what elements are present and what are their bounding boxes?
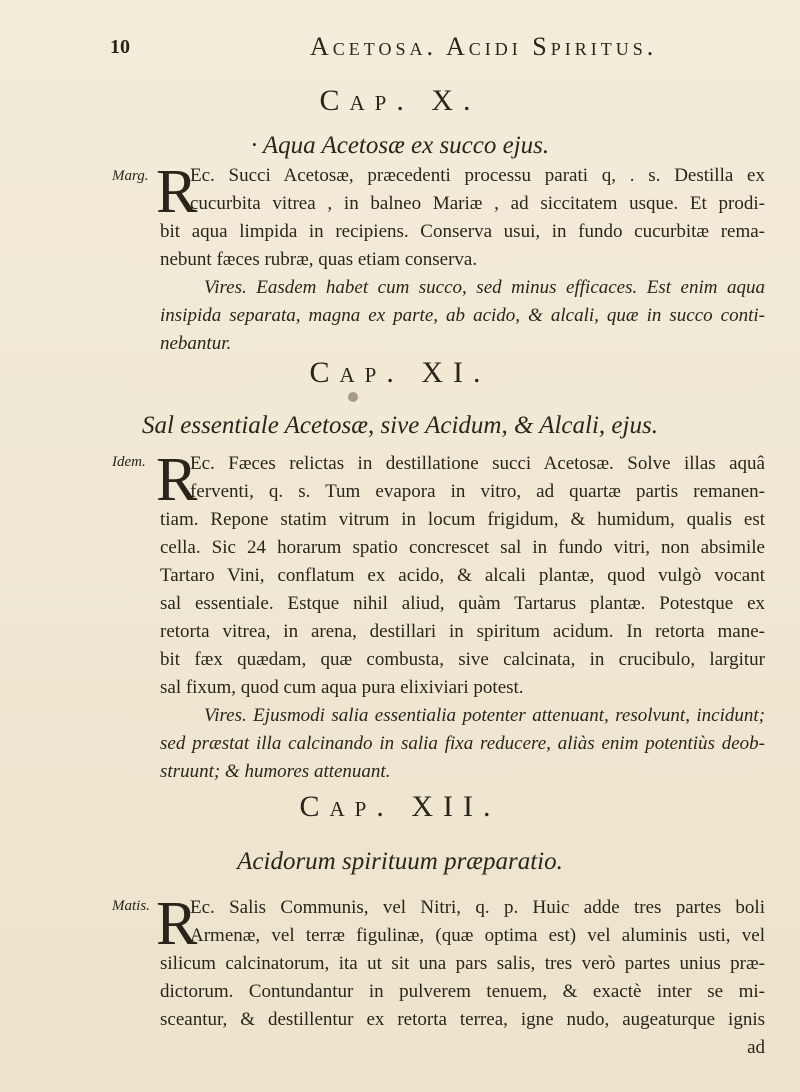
printer-mark bbox=[348, 392, 358, 402]
text-line: sal fixum, quod cum aqua pura elixiviari potest. bbox=[160, 677, 524, 698]
drop-cap-x: R bbox=[156, 158, 198, 226]
text-line: Tartaro Vini, conflatum ex acido, & alcali plantæ, quod vulgò vocant bbox=[160, 565, 765, 586]
chapter-body-xi bbox=[156, 446, 765, 786]
drop-cap-xi: R bbox=[156, 446, 198, 514]
chapter-heading-xi: Cap. XI. bbox=[309, 356, 491, 389]
text-line: Ec. Salis Communis, vel Nitri, q. p. Huic adde tres partes boli bbox=[190, 897, 765, 918]
text-line: struunt; & humores attenuant. bbox=[160, 761, 391, 782]
page-number: 10 bbox=[110, 36, 130, 58]
text-line: ferventi, q. s. Tum evapora in vitro, ad quartæ partis remanen- bbox=[190, 481, 765, 502]
text-line: sed præstat illa calcinando in salia fixa reducere, aliàs enim potentiùs deob- bbox=[160, 733, 765, 754]
text-line: Ec. Succi Acetosæ, præcedenti processu parati q, . s. Destilla ex bbox=[190, 165, 765, 186]
chapter-subtitle-xii: Acidorum spirituum præparatio. bbox=[237, 848, 563, 875]
text-line: retorta vitrea, in arena, destillari in spiritum acidum. In retorta mane- bbox=[160, 621, 765, 642]
text-line: Armenæ, vel terræ figulinæ, (quæ optima est) vel aluminis usti, vel bbox=[190, 925, 765, 946]
chapter-body-x bbox=[156, 158, 765, 358]
text-line: bit fæx quædam, quæ combusta, sive calcinata, in crucibulo, largitur bbox=[160, 649, 765, 670]
text-line: nebantur. bbox=[160, 333, 232, 354]
text-line: tiam. Repone statim vitrum in locum frigidum, & humidum, qualis est bbox=[160, 509, 765, 530]
text-line: cella. Sic 24 horarum spatio concrescet sal in fundo vitri, non absimile bbox=[160, 537, 765, 558]
chapter-subtitle-xi: Sal essentiale Acetosæ, sive Acidum, & Alcali, ejus. bbox=[142, 412, 658, 439]
margin-note-xi: Idem. bbox=[112, 454, 146, 470]
text-line: nebunt fæces rubræ, quas etiam conserva. bbox=[160, 249, 478, 270]
text-line: bit aqua limpida in recipiens. Conserva usui, in fundo cucurbitæ rema- bbox=[160, 221, 765, 242]
running-head bbox=[110, 32, 760, 64]
text-line: Vires. Ejusmodi salia essentialia potenter attenuant, resolvunt, incidunt; bbox=[204, 705, 765, 726]
text-line: sal essentiale. Estque nihil aliud, quàm Tartarus plantæ. Potestque ex bbox=[160, 593, 765, 614]
chapter-heading-x: Cap. X. bbox=[319, 84, 481, 117]
text-line: insipida separata, magna ex parte, ab acido, & alcali, quæ in succo conti- bbox=[160, 305, 765, 326]
text-line: Ec. Fæces relictas in destillatione succi Acetosæ. Solve illas aquâ bbox=[190, 453, 765, 474]
running-title: Acetosa. Acidi Spiritus. bbox=[310, 32, 658, 61]
text-line: cucurbita vitrea , in balneo Mariæ , ad siccitatem usque. Et prodi- bbox=[190, 193, 765, 214]
text-line: sceantur, & destillentur ex retorta terrea, igne nudo, augeaturque ignis bbox=[160, 1009, 765, 1030]
text-line: silicum calcinatorum, ita ut sit una pars salis, tres verò partes unius præ- bbox=[160, 953, 765, 974]
chapter-subtitle-x: · Aqua Acetosæ ex succo ejus. bbox=[250, 132, 550, 159]
text-line: dictorum. Contundantur in pulverem tenuem, & exactè inter se mi- bbox=[160, 981, 765, 1002]
drop-cap-xii: R bbox=[156, 890, 198, 958]
chapter-body-xii bbox=[156, 890, 765, 1062]
chapter-heading-xii: Cap. XII. bbox=[299, 790, 501, 823]
margin-note-x: Marg. bbox=[112, 168, 149, 184]
margin-note-xii: Matis. bbox=[112, 898, 150, 914]
catchword: ad bbox=[747, 1037, 765, 1058]
text-line: Vires. Easdem habet cum succo, sed minus efficaces. Est enim aqua bbox=[204, 277, 765, 298]
